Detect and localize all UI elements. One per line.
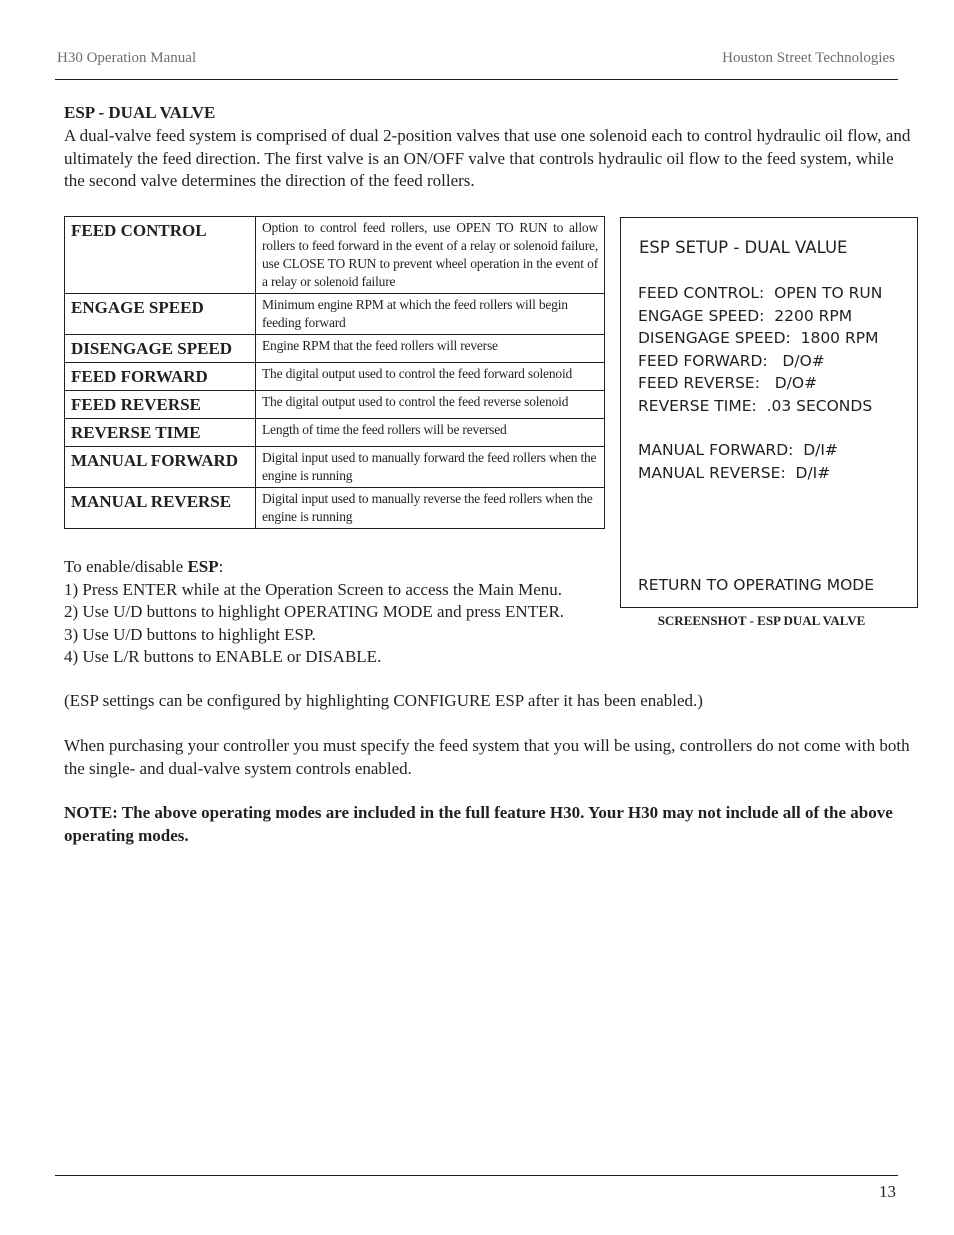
page-number: 13 <box>879 1182 896 1201</box>
screen-line: REVERSE TIME: .03 SECONDS <box>638 397 873 415</box>
steps-lead <box>64 556 564 579</box>
enable-steps <box>64 556 564 669</box>
step-item: 2) Use U/D buttons to highlight OPERATING MODE and press ENTER. <box>64 602 565 621</box>
header-company: Houston Street Technologies <box>722 50 895 66</box>
steps-lead-text: To enable/disable <box>64 557 188 576</box>
param-name: FEED FORWARD <box>65 363 256 391</box>
esp-setup-screenshot <box>620 217 918 608</box>
configure-note: (ESP settings can be configured by highlighting CONFIGURE ESP after it has been enabled.) <box>64 691 703 710</box>
steps-lead-bold: ESP <box>187 557 219 576</box>
screen-line: FEED FORWARD: D/O# <box>638 352 825 370</box>
param-name: REVERSE TIME <box>65 419 256 447</box>
feature-note: NOTE: The above operating modes are included in the full feature H30. Your H30 may not include all of the above operating modes. <box>64 803 893 845</box>
screen-line: DISENGAGE SPEED: 1800 RPM <box>638 329 879 347</box>
param-description: The digital output used to control the feed forward solenoid <box>256 363 605 391</box>
param-description: Option to control feed rollers, use OPEN TO RUN to allow rollers to feed forward in the event of a relay or solenoid failure, use CLOSE TO RUN to prevent wheel operation in the event of a relay or solenoid failure <box>256 217 605 294</box>
screen-title: ESP SETUP - DUAL VALUE <box>639 238 848 257</box>
param-description: Minimum engine RPM at which the feed rollers will begin feeding forward <box>256 294 605 335</box>
step-item: 3) Use U/D buttons to highlight ESP. <box>64 624 316 644</box>
screen-line: FEED REVERSE: D/O# <box>638 374 818 392</box>
footer-divider <box>55 1175 898 1176</box>
param-name: FEED REVERSE <box>65 391 256 419</box>
table-row <box>65 488 605 529</box>
param-name: FEED CONTROL <box>65 217 256 294</box>
param-description: Length of time the feed rollers will be reversed <box>256 419 605 447</box>
screenshot-caption: SCREENSHOT - ESP DUAL VALVE <box>657 613 866 628</box>
screen-line: MANUAL REVERSE: D/I# <box>638 464 831 482</box>
section-intro: A dual-valve feed system is comprised of dual 2-position valves that use one solenoid each to control hydraulic oil flow, and ultimately the feed direction. The first valve is an ON/OFF valve that controls hydraulic oil flow to the feed system, while the second valve determines the direction of the feed rollers. <box>64 126 911 190</box>
screen-footer: RETURN TO OPERATING MODE <box>638 576 875 594</box>
table-row <box>65 419 605 447</box>
table-row <box>65 294 605 335</box>
steps-lead-end: : <box>218 557 224 576</box>
param-name: DISENGAGE SPEED <box>65 335 256 363</box>
table-row <box>65 391 605 419</box>
param-name: MANUAL FORWARD <box>65 447 256 488</box>
section-title: ESP - DUAL VALVE <box>64 103 216 122</box>
purchasing-note: When purchasing your controller you must specify the feed system that you will be using, controllers do not come with both the single- and dual-valve system controls enabled. <box>64 736 910 778</box>
header-divider <box>55 79 898 80</box>
header-manual-title: H30 Operation Manual <box>57 50 197 66</box>
param-description: Digital input used to manually forward the feed rollers when the engine is running <box>256 447 605 488</box>
step-item: 4) Use L/R buttons to ENABLE or DISABLE. <box>64 647 382 666</box>
param-description: The digital output used to control the feed reverse solenoid <box>256 391 605 419</box>
table-row <box>65 335 605 363</box>
param-description: Engine RPM that the feed rollers will reverse <box>256 335 605 363</box>
parameter-table <box>64 216 605 529</box>
step-item: 1) Press ENTER while at the Operation Screen to access the Main Menu. <box>64 579 563 599</box>
table-row <box>65 363 605 391</box>
screen-line: ENGAGE SPEED: 2200 RPM <box>638 307 853 325</box>
param-description: Digital input used to manually reverse the feed rollers when the engine is running <box>256 488 605 529</box>
param-name: MANUAL REVERSE <box>65 488 256 529</box>
screen-line: MANUAL FORWARD: D/I# <box>638 441 838 459</box>
table-row <box>65 447 605 488</box>
screen-line: FEED CONTROL: OPEN TO RUN <box>638 284 883 302</box>
param-name: ENGAGE SPEED <box>65 294 256 335</box>
table-row <box>65 217 605 294</box>
